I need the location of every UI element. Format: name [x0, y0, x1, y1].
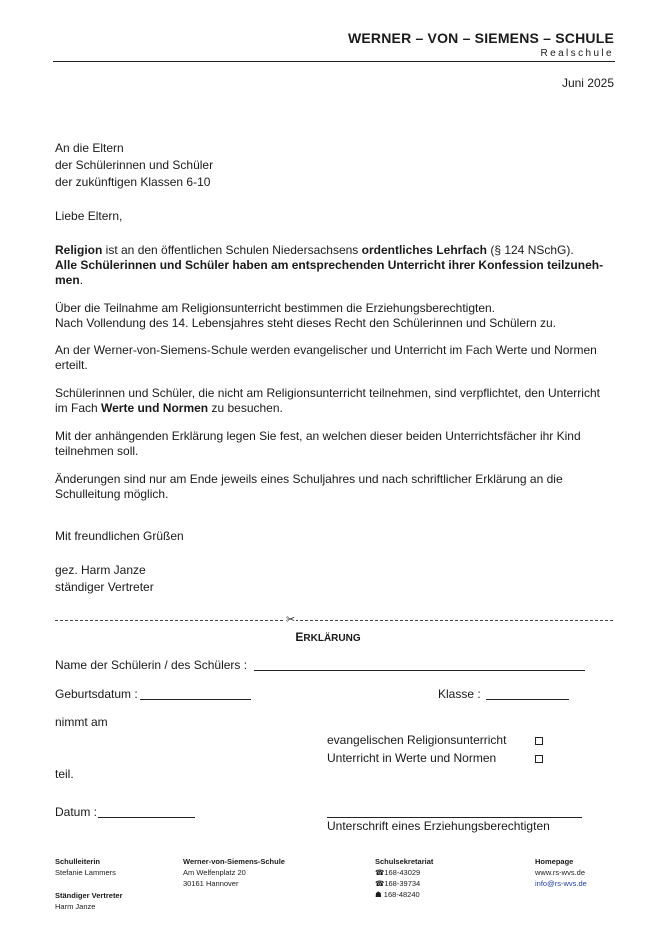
ordentliches-lehrfach: ordentliches Lehrfach [361, 243, 487, 257]
cut-line [55, 620, 613, 621]
para6-line2: Schulleitung möglich. [55, 487, 169, 501]
footer-fax: ☎168-39734 [375, 879, 421, 888]
footer-homepage [535, 856, 587, 889]
date-field[interactable] [98, 817, 195, 818]
footer-principal-name: Stefanie Lammers [55, 868, 116, 877]
declaration-title-initial: E [295, 630, 304, 644]
para4-line2c: zu besuchen. [208, 401, 283, 415]
paragraph-changes [55, 472, 615, 502]
footer-homepage-title: Homepage [535, 857, 574, 866]
student-name-label: Name der Schülerin / des Schülers : [55, 658, 248, 672]
footer-deputy-name: Harm Janze [55, 902, 96, 911]
footer-web-link[interactable]: www.rs-wvs.de [535, 868, 586, 877]
signature-name: gez. Harm Janze [55, 563, 146, 577]
paragraph-offer [55, 343, 615, 373]
signature-role: ständiger Vertreter [55, 580, 154, 594]
werte-und-normen-term: Werte und Normen [101, 401, 209, 415]
paragraph-participation [55, 301, 615, 331]
para3-line1: An der Werner-von-Siemens-Schule werden evangelischer und Unterricht im Fach Werte und Normen [55, 343, 597, 357]
religion-term: Religion [55, 243, 103, 257]
student-name-field[interactable] [254, 670, 585, 671]
para4-line1: Schülerinnen und Schüler, die nicht am Religionsunterricht teilnehmen, sind verpflichtet, den Unterricht [55, 386, 600, 400]
para1-bold-line2: men [55, 273, 80, 287]
footer-email-link[interactable]: info@rs-wvs.de [535, 879, 587, 888]
signature-label: Unterschrift eines Erziehungsberechtigten [327, 819, 550, 833]
participates-label: nimmt am [55, 715, 108, 729]
option-religion-checkbox[interactable] [535, 737, 543, 745]
birthdate-field[interactable] [140, 699, 251, 700]
para1-bold-line1: Alle Schülerinnen und Schüler haben am entsprechenden Unterricht ihrer Konfession teilzuneh- [55, 258, 604, 272]
footer-secretariat [375, 856, 433, 900]
paragraph-declaration [55, 429, 615, 459]
signature-field[interactable] [327, 817, 582, 818]
scissors-icon: ✂ [286, 614, 296, 626]
class-label: Klasse : [438, 687, 481, 701]
footer-principal [55, 856, 123, 912]
address-line-2: der Schülerinnen und Schüler [55, 158, 214, 172]
para1-law: (§ 124 NSchG). [487, 243, 574, 257]
option-religion-label: evangelischen Religionsunterricht [327, 733, 507, 747]
school-name: WERNER – VON – SIEMENS – SCHULE [347, 30, 614, 46]
address-line-3: der zukünftigen Klassen 6-10 [55, 175, 211, 189]
class-field[interactable] [486, 699, 569, 700]
paragraph-obligation [55, 386, 615, 416]
birthdate-label: Geburtsdatum : [55, 687, 138, 701]
footer-principal-title: Schulleiterin [55, 857, 101, 866]
declaration-title [0, 630, 656, 644]
para4-line2a: im Fach [55, 401, 102, 415]
paragraph-religion [55, 243, 615, 288]
para3-line2: erteilt. [55, 358, 88, 372]
para5-line1: Mit der anhängenden Erklärung legen Sie fest, an welchen dieser beiden Unterrichtsfächer ihr Kind [55, 429, 581, 443]
para2-line1: Über die Teilnahme am Religionsunterricht bestimmen die Erziehungsberechtigten. [55, 301, 496, 315]
footer-city: 30161 Hannover [183, 879, 239, 888]
para1-end: . [79, 273, 84, 287]
para6-line1: Änderungen sind nur am Ende jeweils eines Schuljahres und nach schriftlicher Erklärung an die [55, 472, 563, 486]
letter-date: Juni 2025 [561, 76, 614, 90]
address-line-1: An die Eltern [55, 141, 124, 155]
footer-address [183, 856, 285, 889]
salutation: Liebe Eltern, [55, 209, 123, 223]
teil-label: teil. [55, 767, 74, 781]
footer-deputy-title: Ständiger Vertreter [55, 891, 123, 900]
para5-line2: teilnehmen soll. [55, 444, 139, 458]
school-type: Realschule [540, 48, 614, 59]
para2-line2: Nach Vollendung des 14. Lebensjahres steht dieses Recht den Schülerinnen und Schülern zu. [55, 316, 557, 330]
footer-phone: ☎168-43029 [375, 868, 421, 877]
declaration-title-rest: RKLÄRUNG [303, 633, 361, 644]
option-werte-normen-checkbox[interactable] [535, 755, 543, 763]
footer-other-phone: ☗ 168-48240 [375, 890, 420, 899]
date-label: Datum : [55, 805, 98, 819]
para1-text: ist an den öffentlichen Schulen Niedersachsens [102, 243, 362, 257]
closing: Mit freundlichen Grüßen [55, 529, 184, 543]
option-werte-normen-label: Unterricht in Werte und Normen [327, 751, 497, 765]
footer-school-name: Werner-von-Siemens-Schule [183, 857, 285, 866]
footer-street: Am Welfenplatz 20 [183, 868, 246, 877]
footer-secretariat-title: Schulsekretariat [375, 857, 434, 866]
header-divider [53, 61, 615, 62]
